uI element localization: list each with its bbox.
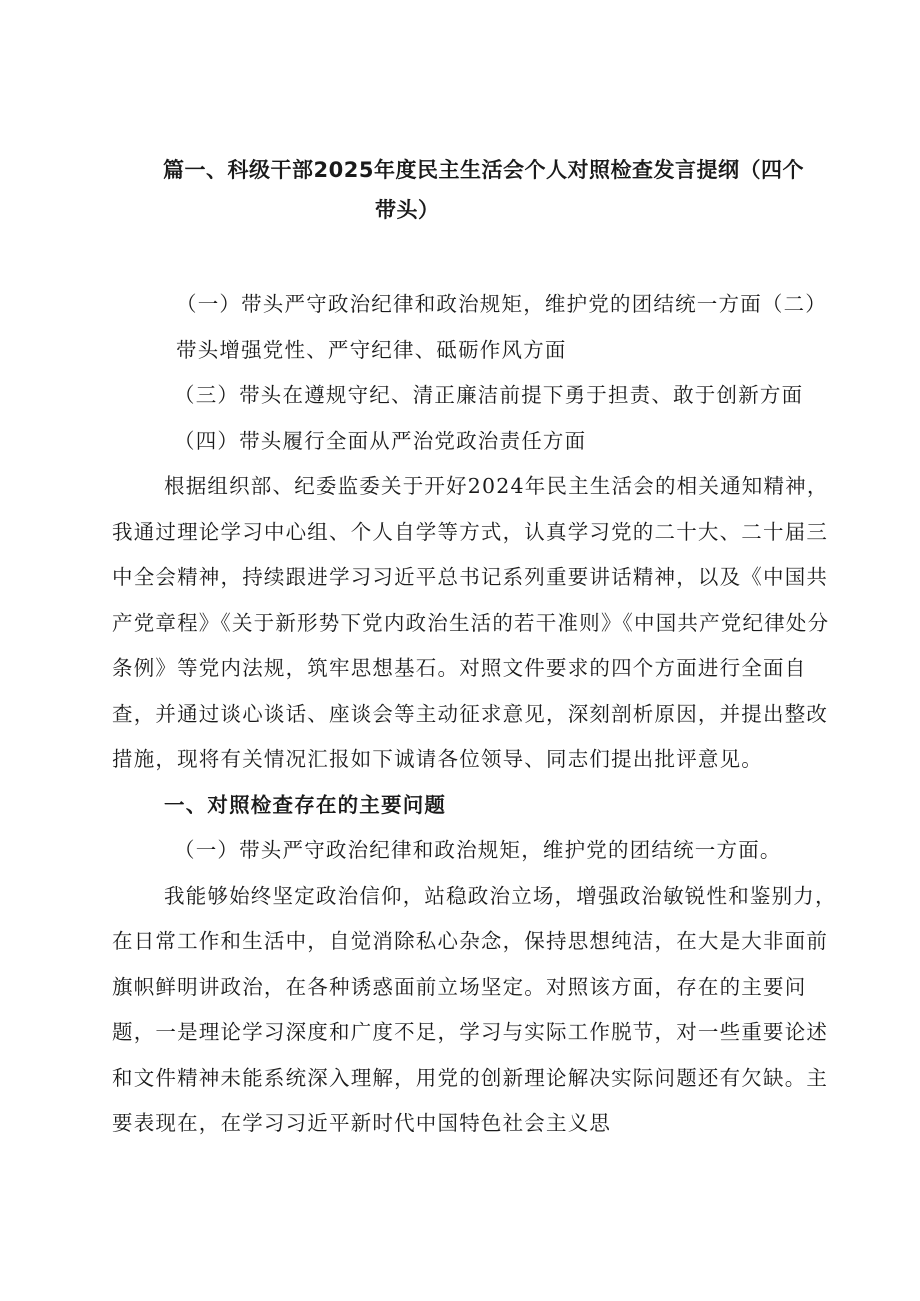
toc-line-1: （一）带头严守政治纪律和政治规矩，维护党的团结统一方面（二）	[176, 292, 827, 316]
subsection-heading: （一）带头严守政治纪律和政治规矩，维护党的团结统一方面。	[174, 838, 782, 862]
document-body	[112, 282, 837, 1147]
title-line-1: 篇一、科级干部2025年度民主生活会个人对照检查发言提纲（四个	[163, 158, 804, 182]
section-heading: 一、对照检查存在的主要问题	[164, 792, 447, 817]
toc-line-2: 带头增强党性、严守纪律、砥砺作风方面	[176, 337, 567, 362]
toc-block	[112, 282, 837, 373]
toc-item-3: （三）带头在遵规守纪、清正廉洁前提下勇于担责、敢于创新方面	[174, 383, 804, 407]
document-title	[163, 150, 863, 230]
title-line-2: 带头）	[375, 198, 440, 222]
intro-paragraph: 根据组织部、纪委监委关于开好2024年民主生活会的相关通知精神，我通过理论学习中心组、个人自学等方式，认真学习党的二十大、二十届三中全会精神，持续跟进学习习近平总书记系列重要讲话精神，以及《中国共产党章程》《关于新形势下党内政治生活的若干准则》《中国共产党纪律处分条例》等党内法规，筑牢思想基石。对照文件要求的四个方面进行全面自查，并通过谈心谈话、座谈会等主动征求意见，深刻剖析原因，并提出整改措施，现将有关情况汇报如下诚请各位领导、同志们提出批评意见。	[112, 474, 830, 771]
toc-item-4: （四）带头履行全面从严治党政治责任方面	[174, 428, 587, 453]
body-paragraph: 我能够始终坚定政治信仰，站稳政治立场，增强政治敏锐性和鉴别力，在日常工作和生活中，自觉消除私心杂念，保持思想纯洁，在大是大非面前旗帜鲜明讲政治，在各种诱惑面前立场坚定。对照该方面，存在的主要问题，一是理论学习深度和广度不足，学习与实际工作脱节，对一些重要论述和文件精神未能系统深入理解，用党的创新理论解决实际问题还有欠缺。主要表现在，在学习习近平新时代中国特色社会主义思	[112, 883, 837, 1135]
